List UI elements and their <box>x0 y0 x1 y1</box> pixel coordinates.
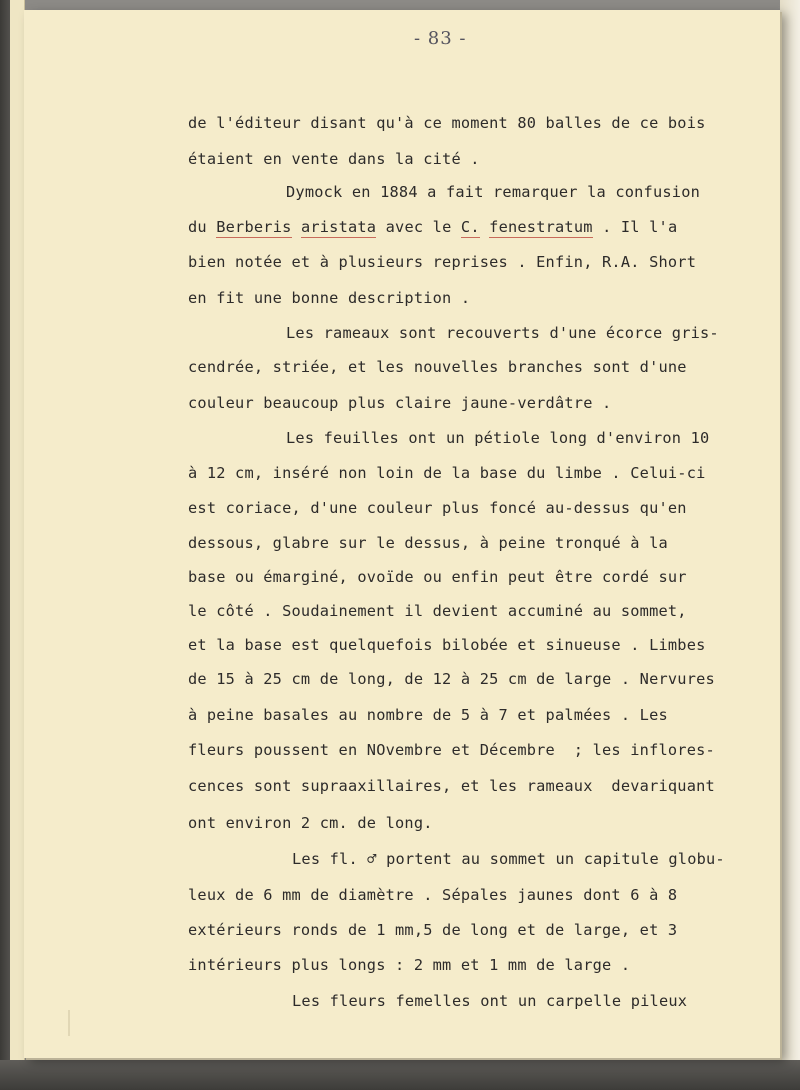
text-line: Les feuilles ont un pétiole long d'environ 10 <box>286 429 710 447</box>
text-line: à peine basales au nombre de 5 à 7 et palmées . Les <box>188 706 668 724</box>
text-line: à 12 cm, inséré non loin de la base du limbe . Celui-ci <box>188 464 706 482</box>
text-line: de 15 à 25 cm de long, de 12 à 25 cm de large . Nervures <box>188 670 715 688</box>
text-line: Dymock en 1884 a fait remarquer la confusion <box>286 183 701 201</box>
text-line: Les fleurs femelles ont un carpelle pileux <box>292 992 688 1010</box>
page-number: - 83 - <box>414 28 467 49</box>
text-line: étaient en vente dans la cité . <box>188 150 480 168</box>
text-line: du Berberis aristata avec le C. fenestratum . Il l'a <box>188 218 678 236</box>
text-line: intérieurs plus longs : 2 mm et 1 mm de large . <box>188 956 631 974</box>
margin-shadow-mark <box>68 1010 90 1036</box>
text-line: dessous, glabre sur le dessus, à peine tronqué à la <box>188 534 668 552</box>
text-line: cendrée, striée, et les nouvelles branches sont d'une <box>188 358 687 376</box>
text-line: fleurs poussent en NOvembre et Décembre ; les inflores- <box>188 741 715 759</box>
text-line: de l'éditeur disant qu'à ce moment 80 balles de ce bois <box>188 114 706 132</box>
text-line: extérieurs ronds de 1 mm,5 de long et de large, et 3 <box>188 921 678 939</box>
previous-page-edge <box>10 0 25 1060</box>
text-line: et la base est quelquefois bilobée et sinueuse . Limbes <box>188 636 706 654</box>
text-line: le côté . Soudainement il devient accuminé au sommet, <box>188 602 687 620</box>
text-line: ont environ 2 cm. de long. <box>188 814 433 832</box>
text-line: cences sont supraaxillaires, et les rameaux devariquant <box>188 777 715 795</box>
scan-bottom-edge <box>0 1060 800 1090</box>
document-page <box>24 10 780 1058</box>
text-line: base ou émarginé, ovoïde ou enfin peut être cordé sur <box>188 568 687 586</box>
text-line: couleur beaucoup plus claire jaune-verdâtre . <box>188 394 612 412</box>
text-line: bien notée et à plusieurs reprises . Enfin, R.A. Short <box>188 253 697 271</box>
underlined-species: aristata <box>300 218 377 236</box>
underlined-genus: Berberis <box>216 218 292 236</box>
text-line: Les rameaux sont recouverts d'une écorce gris- <box>286 324 719 342</box>
underlined-genus-abbrev: C. <box>460 218 480 236</box>
scan-background <box>780 0 800 1090</box>
text-line: Les fl. ♂ portent au sommet un capitule globu- <box>292 850 725 868</box>
text-line: est coriace, d'une couleur plus foncé au-dessus qu'en <box>188 499 687 517</box>
underlined-species: fenestratum <box>489 218 593 236</box>
text-line: en fit une bonne description . <box>188 289 471 307</box>
text-line: leux de 6 mm de diamètre . Sépales jaunes dont 6 à 8 <box>188 886 678 904</box>
